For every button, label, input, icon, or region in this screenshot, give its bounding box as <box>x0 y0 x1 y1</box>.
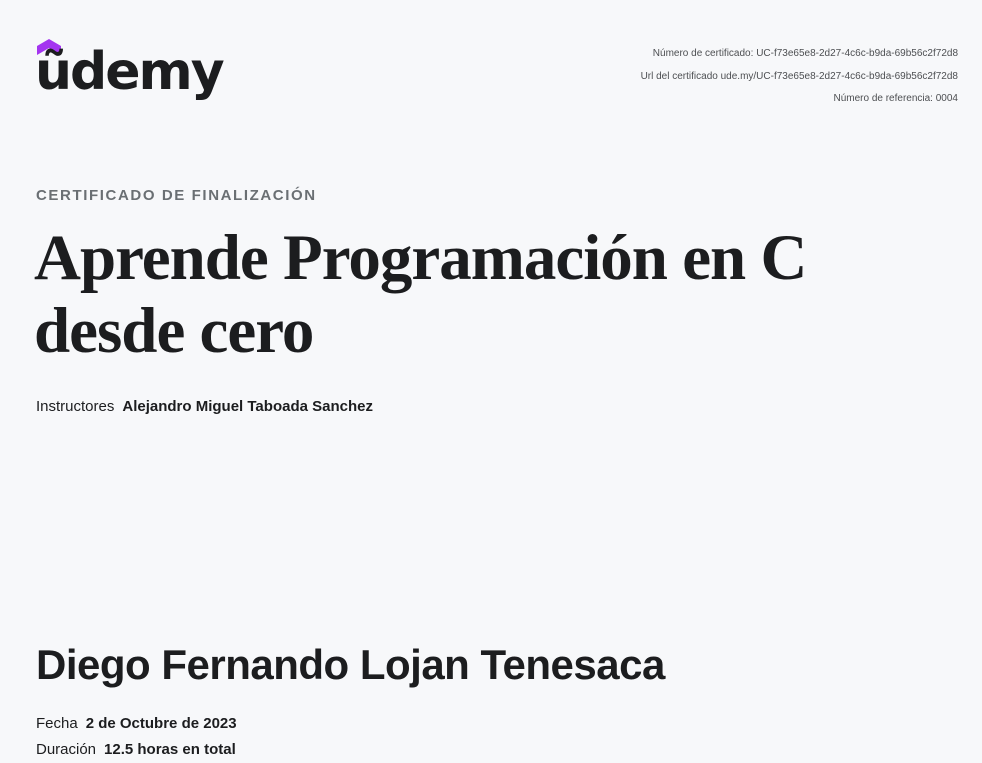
student-name: Diego Fernando Lojan Tenesaca <box>36 641 665 688</box>
course-title-line-2: desde cero <box>34 295 314 367</box>
duration-value: 12.5 horas en total <box>104 741 236 758</box>
course-title <box>34 222 934 368</box>
date-label: Fecha <box>36 715 78 732</box>
duration-row <box>36 737 237 763</box>
instructors-label: Instructores <box>36 398 115 415</box>
certificate-number <box>641 43 958 66</box>
certificate-url <box>641 66 958 89</box>
certificate-number-value: UC-f73e65e8-2d27-4c6c-b9da-69b56c2f72d8 <box>756 48 958 59</box>
certificate-number-label: Número de certificado: <box>652 48 754 59</box>
logo-wordmark: ũdemy <box>35 42 223 102</box>
udemy-logo <box>35 38 223 110</box>
reference-number-label: Número de referencia: <box>833 93 933 104</box>
instructors <box>36 398 373 415</box>
duration-label: Duración <box>36 741 97 758</box>
instructors-value: Alejandro Miguel Taboada Sanchez <box>122 398 373 415</box>
date-value: 2 de Octubre de 2023 <box>85 715 237 732</box>
date-row <box>36 711 237 737</box>
certificate-url-label: Url del certificado <box>640 70 718 82</box>
reference-number <box>641 88 958 111</box>
course-title-line-1: Aprende Programación en C <box>34 222 807 294</box>
certificate-meta <box>641 43 958 111</box>
reference-number-value: 0004 <box>935 93 958 104</box>
certificate-eyebrow: CERTIFICADO DE FINALIZACIÓN <box>36 187 317 204</box>
certificate-details <box>36 711 237 763</box>
certificate-url-value[interactable]: ude.my/UC-f73e65e8-2d27-4c6c-b9da-69b56c2f72d8 <box>720 70 958 82</box>
